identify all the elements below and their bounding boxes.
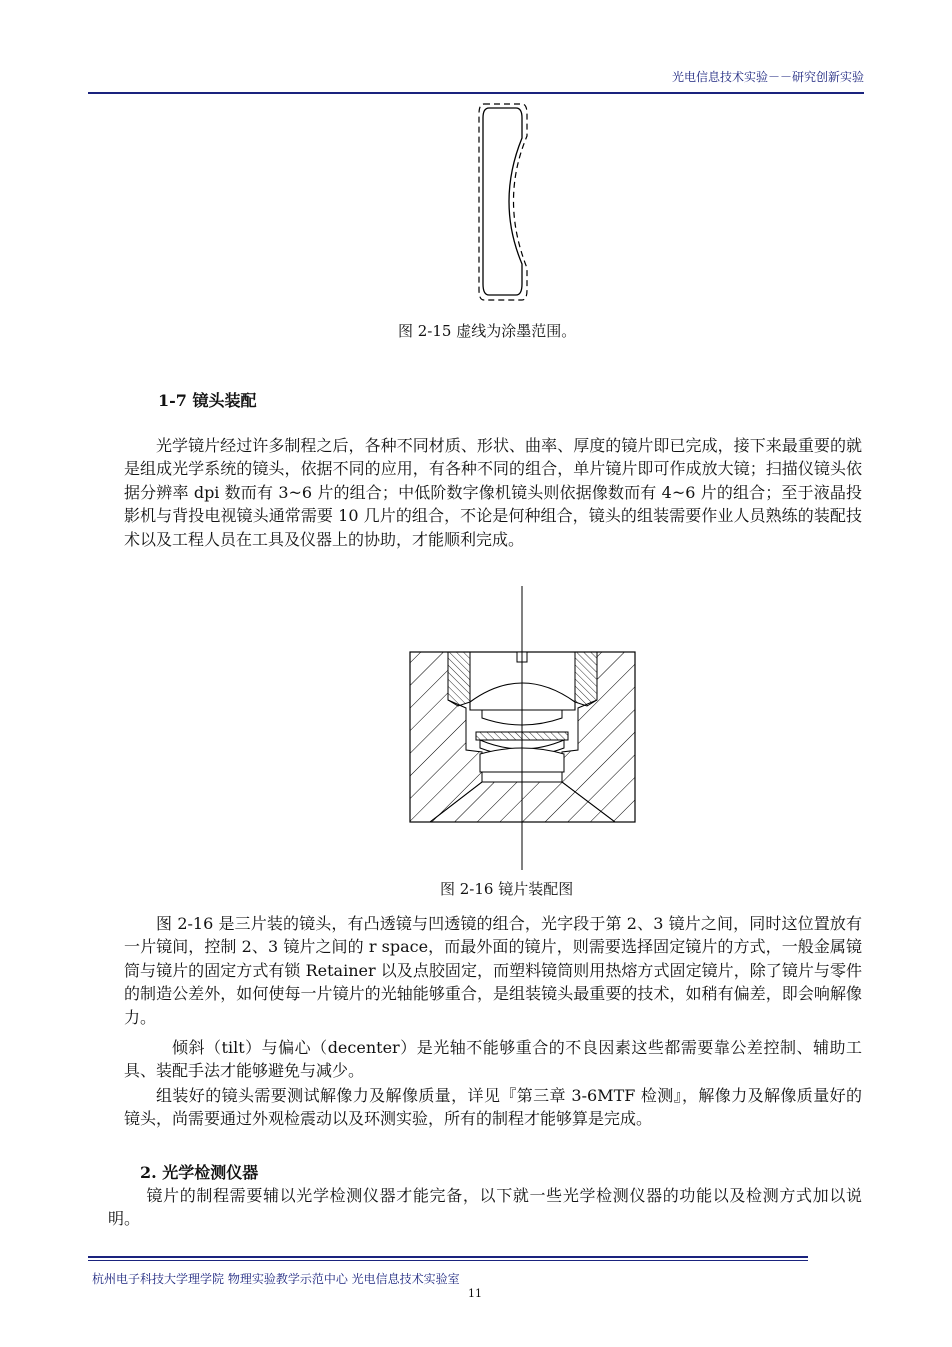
page-number: 11	[468, 1287, 482, 1300]
footer-institution: 杭州电子科技大学理学院 物理实验教学示范中心 光电信息技术实验室	[92, 1272, 460, 1286]
figure-2-16-assembly-diagram	[400, 582, 645, 872]
body-paragraph-3: 组装好的镜头需要测试解像力及解像质量，详见『第三章 3-6MTF 检测』，解像力及解像质量好的镜头，尚需要通过外观检震动以及环测实验，所有的制程才能够算是完成。	[124, 1086, 862, 1129]
figure-2-15-lens-diagram	[470, 100, 540, 305]
page-header-title: 光电信息技术实验－－研究创新实验	[671, 70, 864, 84]
section-2-paragraph: 镜片的制程需要辅以光学检测仪器才能完备，以下就一些光学检测仪器的功能以及检测方式加以说明。	[108, 1186, 862, 1229]
footer-divider-thin	[88, 1260, 808, 1261]
body-paragraph-2: 倾斜（tilt）与偏心（decenter）是光轴不能够重合的不良因素这些都需要靠公差控制、辅助工具、装配手法才能够避免与减少。	[124, 1038, 862, 1081]
footer-divider-thick	[88, 1256, 808, 1258]
body-paragraph-1: 图 2-16 是三片装的镜头，有凸透镜与凹透镜的组合，光字段于第 2、3 镜片之间，同时这位置放有一片镜间，控制 2、3 镜片之间的 r space，而最外面的镜片，则需要选择固定镜片的方式，一般金属镜筒与镜片的固定方式有锁 Retainer 以及点胶固定，而塑料镜筒则用热熔方式固定镜片，除了镜片与零件的制造公差外，如何使每一片镜片的光轴能够重合，是组装镜头最重要的技术，如稍有偏差，即会响解像力。	[124, 914, 862, 1027]
figure-2-15-caption: 图 2-15 虚线为涂墨范围。	[398, 322, 577, 340]
section-1-7-heading: 1-7 镜头装配	[158, 391, 257, 410]
figure-2-16-caption: 图 2-16 镜片装配图	[440, 880, 574, 898]
section-1-7-paragraph: 光学镜片经过许多制程之后，各种不同材质、形状、曲率、厚度的镜片即已完成，接下来最重要的就是组成光学系统的镜头，依据不同的应用，有各种不同的组合，单片镜片即可作成放大镜；扫描仪镜头依据分辨率 dpi 数而有 3~6 片的组合；中低阶数字像机镜头则依据像数而有 4~6 片的组合；至于液晶投影机与背投电视镜头通常需要 10 几片的组合，不论是何种组合，镜头的组装需要作业人员熟练的装配技术以及工程人员在工具及仪器上的协助，才能顺利完成。	[124, 436, 862, 549]
header-divider	[88, 92, 864, 94]
section-2-heading: 2. 光学检测仪器	[140, 1163, 259, 1182]
